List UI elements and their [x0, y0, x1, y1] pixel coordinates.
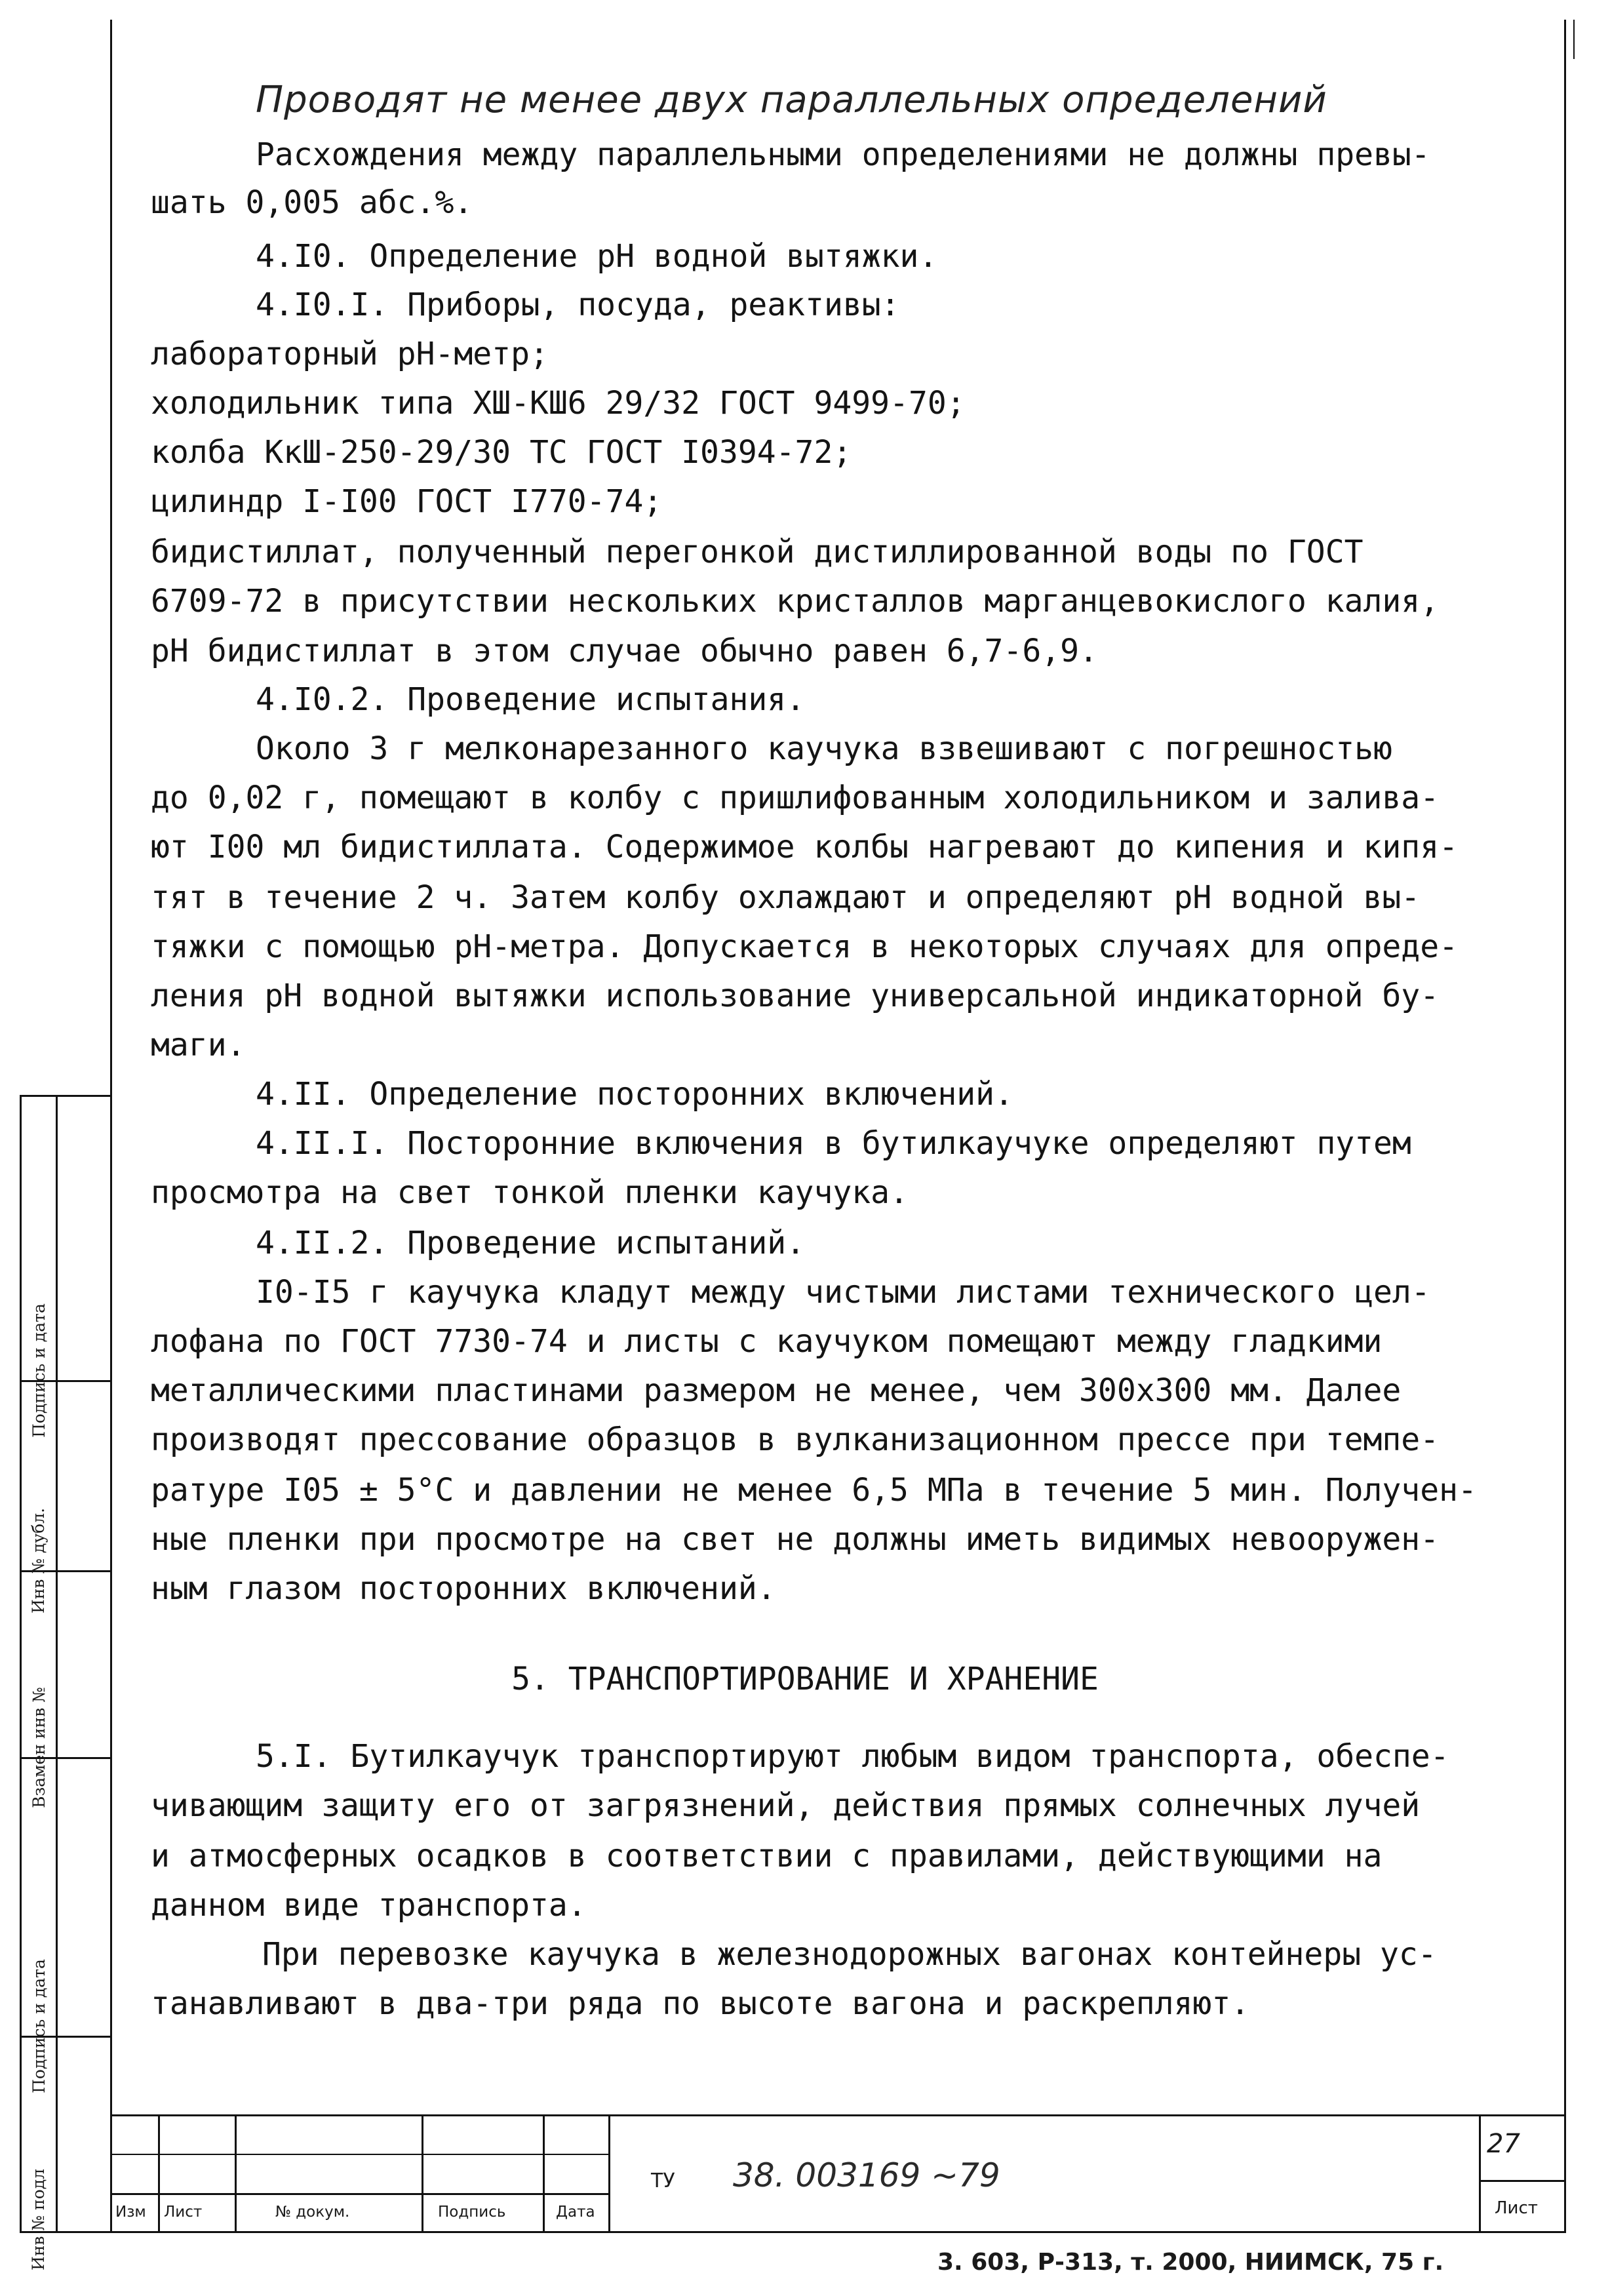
body-line: колба КкШ-250-29/30 ТС ГОСТ I0394-72; — [151, 434, 852, 471]
col-label-signature: Подпись — [438, 2204, 506, 2221]
body-line: шать 0,005 абс.%. — [151, 184, 473, 221]
doc-prefix: ТУ — [651, 2169, 675, 2192]
section-line: и атмосферных осадков в соответствии с правилами, действующими на — [151, 1838, 1383, 1874]
frame-right-border — [1564, 20, 1566, 2232]
stamp-duplicate-inv: Инв № дубл. — [29, 1507, 49, 1614]
left-stamp — [20, 1095, 110, 2271]
handwritten-note: Проводят не менее двух параллельных определений — [256, 79, 1327, 121]
body-line: лофана по ГОСТ 7730-74 и листы с каучуком помещают между гладкими — [151, 1323, 1383, 1360]
body-line: 4.II.I. Посторонние включения в бутилкаучуке определяют путем — [256, 1125, 1411, 1162]
frame-top-tick — [1573, 20, 1575, 59]
body-line: ратуре I05 ± 5°С и давлении не менее 6,5 МПа в течение 5 мин. Получен- — [151, 1472, 1477, 1509]
body-line: холодильник типа ХШ-КШ6 29/32 ГОСТ 9499-70; — [151, 385, 966, 422]
body-line: 4.I0. Определение pH водной вытяжки. — [256, 238, 938, 275]
col-label-date: Дата — [556, 2204, 595, 2221]
title-block-col-line — [608, 2114, 610, 2232]
body-line: ным глазом посторонних включений. — [151, 1570, 776, 1607]
printer-imprint: 3. 603, Р-313, т. 2000, НИИМСК, 75 г. — [937, 2249, 1444, 2276]
body-line: просмотра на свет тонкой пленки каучука. — [151, 1174, 909, 1211]
body-line: ления pH водной вытяжки использование универсальной индикаторной бу- — [151, 978, 1440, 1014]
body-line: до 0,02 г, помещают в колбу с пришлифованным холодильником и залива- — [151, 780, 1440, 816]
section-line: 5.I. Бутилкаучук транспортируют любым видом транспорта, обеспе- — [256, 1738, 1449, 1775]
body-line: 4.I0.I. Приборы, посуда, реактивы: — [256, 287, 900, 323]
title-block-sheet-row — [1479, 2180, 1566, 2182]
title-block-col-line — [543, 2114, 545, 2232]
body-line: производят прессование образцов в вулканизационном прессе при темпе- — [151, 1421, 1440, 1458]
body-line: 4.I0.2. Проведение испытания. — [256, 681, 806, 718]
title-block-col-line — [235, 2114, 237, 2232]
title-block-col-line — [422, 2114, 423, 2232]
stamp-replaced-inv: Взамен инв № — [29, 1687, 49, 1808]
frame-left-border — [110, 20, 112, 2232]
section-line: При перевозке каучука в железнодорожных вагонах контейнеры ус- — [262, 1936, 1437, 1973]
body-line: I0-I5 г каучука кладут между чистыми листами технического цел- — [256, 1274, 1430, 1311]
stamp-inner-line — [56, 1095, 58, 2231]
section-line: чивающим защиту его от загрязнений, действия прямых солнечных лучей — [151, 1787, 1421, 1824]
title-block-row-line — [110, 2154, 608, 2155]
body-line: ют I00 мл бидистиллата. Содержимое колбы нагревают до кипения и кипя- — [151, 829, 1458, 865]
stamp-signature-date-1: Подпись и дата — [29, 1303, 49, 1438]
body-line: бидистиллат, полученный перегонкой дистиллированной воды по ГОСТ — [151, 534, 1364, 570]
section-line: данном виде транспорта. — [151, 1887, 587, 1924]
section-line: танавливают в два-три ряда по высоте вагона и раскрепляют. — [151, 1985, 1250, 2022]
body-line: маги. — [151, 1027, 246, 1063]
doc-number: 38. 003169 ~79 — [733, 2156, 1000, 2194]
body-line: 4.II. Определение посторонних включений. — [256, 1076, 1013, 1113]
body-line: тят в течение 2 ч. Затем колбу охлаждают и определяют pH водной вы- — [151, 879, 1421, 916]
body-line: ные пленки при просмотре на свет не должны иметь видимых невооружен- — [151, 1521, 1440, 1558]
body-line: Около 3 г мелконарезанного каучука взвешивают с погрешностью — [256, 730, 1392, 767]
section-heading: 5. ТРАНСПОРТИРОВАНИЕ И ХРАНЕНИЕ — [511, 1661, 1099, 1697]
body-line: металлическими пластинами размером не менее, чем 300х300 мм. Далее — [151, 1372, 1402, 1409]
body-line: тяжки с помощью pH-метра. Допускается в некоторых случаях для опреде- — [151, 928, 1458, 965]
title-block-sheet-line — [1479, 2114, 1481, 2232]
col-label-sheet: Лист — [164, 2204, 203, 2221]
title-block-row-line — [110, 2193, 608, 2195]
title-block — [110, 2114, 1566, 2232]
title-block-top-line — [110, 2114, 1566, 2116]
body-line: лабораторный pH-метр; — [151, 336, 549, 372]
stamp-original-inv: Инв № подл — [29, 2168, 49, 2271]
body-line: цилиндр I-I00 ГОСТ I770-74; — [151, 483, 663, 520]
body-line: 4.II.2. Проведение испытаний. — [256, 1225, 806, 1261]
sheet-number: 27 — [1487, 2129, 1520, 2159]
sheet-label: Лист — [1495, 2198, 1538, 2218]
body-line: pH бидистиллат в этом случае обычно равен 6,7-6,9. — [151, 633, 1098, 669]
col-label-document-no: № докум. — [275, 2204, 350, 2221]
body-line: 6709-72 в присутствии нескольких кристаллов марганцевокислого калия, — [151, 583, 1440, 620]
col-label-revision: Изм — [115, 2204, 146, 2221]
title-block-col-line — [158, 2114, 160, 2232]
stamp-signature-date-2: Подпись и дата — [29, 1959, 49, 2093]
body-line: Расхождения между параллельными определениями не должны превы- — [256, 136, 1430, 173]
